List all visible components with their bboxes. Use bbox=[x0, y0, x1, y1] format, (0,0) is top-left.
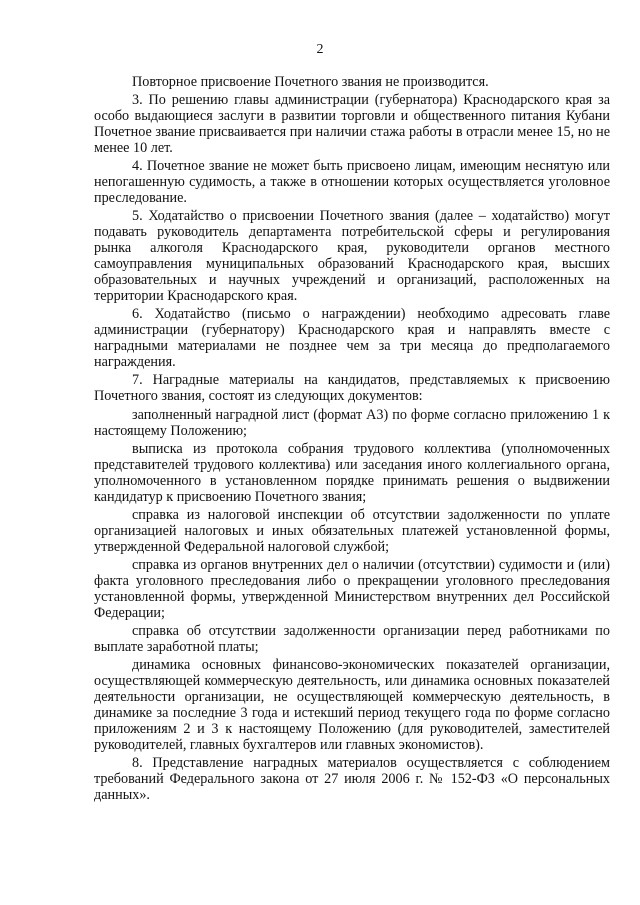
document-list-item-criminal-record-certificate: справка из органов внутренних дел о наличии (отсутствии) судимости и (или) факта уголовного преследования либо о прекращении уголовного преследования установленной формы, утвержденной Министерством внутренних дел Российской Федерации; bbox=[94, 556, 610, 621]
document-list-item-wage-debt-certificate: справка об отсутствии задолженности организации перед работниками по выплате заработной платы; bbox=[94, 622, 610, 655]
document-list-item-protocol-extract: выписка из протокола собрания трудового коллектива (уполномоченных представителей трудового коллектива) или заседания иного коллегиального органа, уполномоченного в установленном порядке принимать решения о выдвижении кандидатур к присвоению Почетного звания; bbox=[94, 440, 610, 505]
document-list-item-award-sheet: заполненный наградной лист (формат А3) по форме согласно приложению 1 к настоящему Положению; bbox=[94, 406, 610, 439]
paragraph-4: 4. Почетное звание не может быть присвоено лицам, имеющим неснятую или непогашенную судимость, а также в отношении которых осуществляется уголовное преследование. bbox=[94, 158, 610, 207]
page-number: 2 bbox=[316, 42, 324, 57]
paragraph-5: 5. Ходатайство о присвоении Почетного звания (далее – ходатайство) могут подавать руководитель департамента потребительской сферы и регулирования рынка алкоголя Краснодарского края, руководители органов местного самоуправления муниципальных образований Краснодарского края, высших образовательных и научных учреждений и организаций, расположенных на территории Краснодарского края. bbox=[94, 208, 610, 305]
paragraph-repeat-award: Повторное присвоение Почетного звания не производится. bbox=[132, 74, 489, 90]
paragraph-7: 7. Наградные материалы на кандидатов, представляемых к присвоению Почетного звания, состоят из следующих документов: bbox=[94, 372, 610, 405]
document-body bbox=[94, 74, 610, 805]
paragraph-6: 6. Ходатайство (письмо о награждении) необходимо адресовать главе администрации (губернатору) Краснодарского края и направлять вместе с наградными материалами не позднее чем за три месяца до предполагаемого награждения. bbox=[94, 306, 610, 371]
document-list-item-economic-indicators: динамика основных финансово-экономических показателей организации, осуществляющей коммерческую деятельность, или динамика основных показателей деятельности организации, не осуществляющей коммерческую деятельность, в динамике за последние 3 года и истекший период текущего года по форме согласно приложениям 2 и 3 к настоящему Положению (для руководителей, заместителей руководителей, главных бухгалтеров или главных экономистов). bbox=[94, 657, 610, 754]
paragraph-3: 3. По решению главы администрации (губернатора) Краснодарского края за особо выдающиеся заслуги в развитии торговли и общественного питания Кубани Почетное звание присваивается при наличии стажа работы в отрасли менее 15, но не менее 10 лет. bbox=[94, 92, 610, 157]
document-list-item-tax-certificate: справка из налоговой инспекции об отсутствии задолженности по уплате организацией налоговых и иных обязательных платежей установленной формы, утвержденной Федеральной налоговой службой; bbox=[94, 506, 610, 555]
paragraph-8: 8. Представление наградных материалов осуществляется с соблюдением требований Федерального закона от 27 июля 2006 г. № 152-ФЗ «О персональных данных». bbox=[94, 755, 610, 804]
